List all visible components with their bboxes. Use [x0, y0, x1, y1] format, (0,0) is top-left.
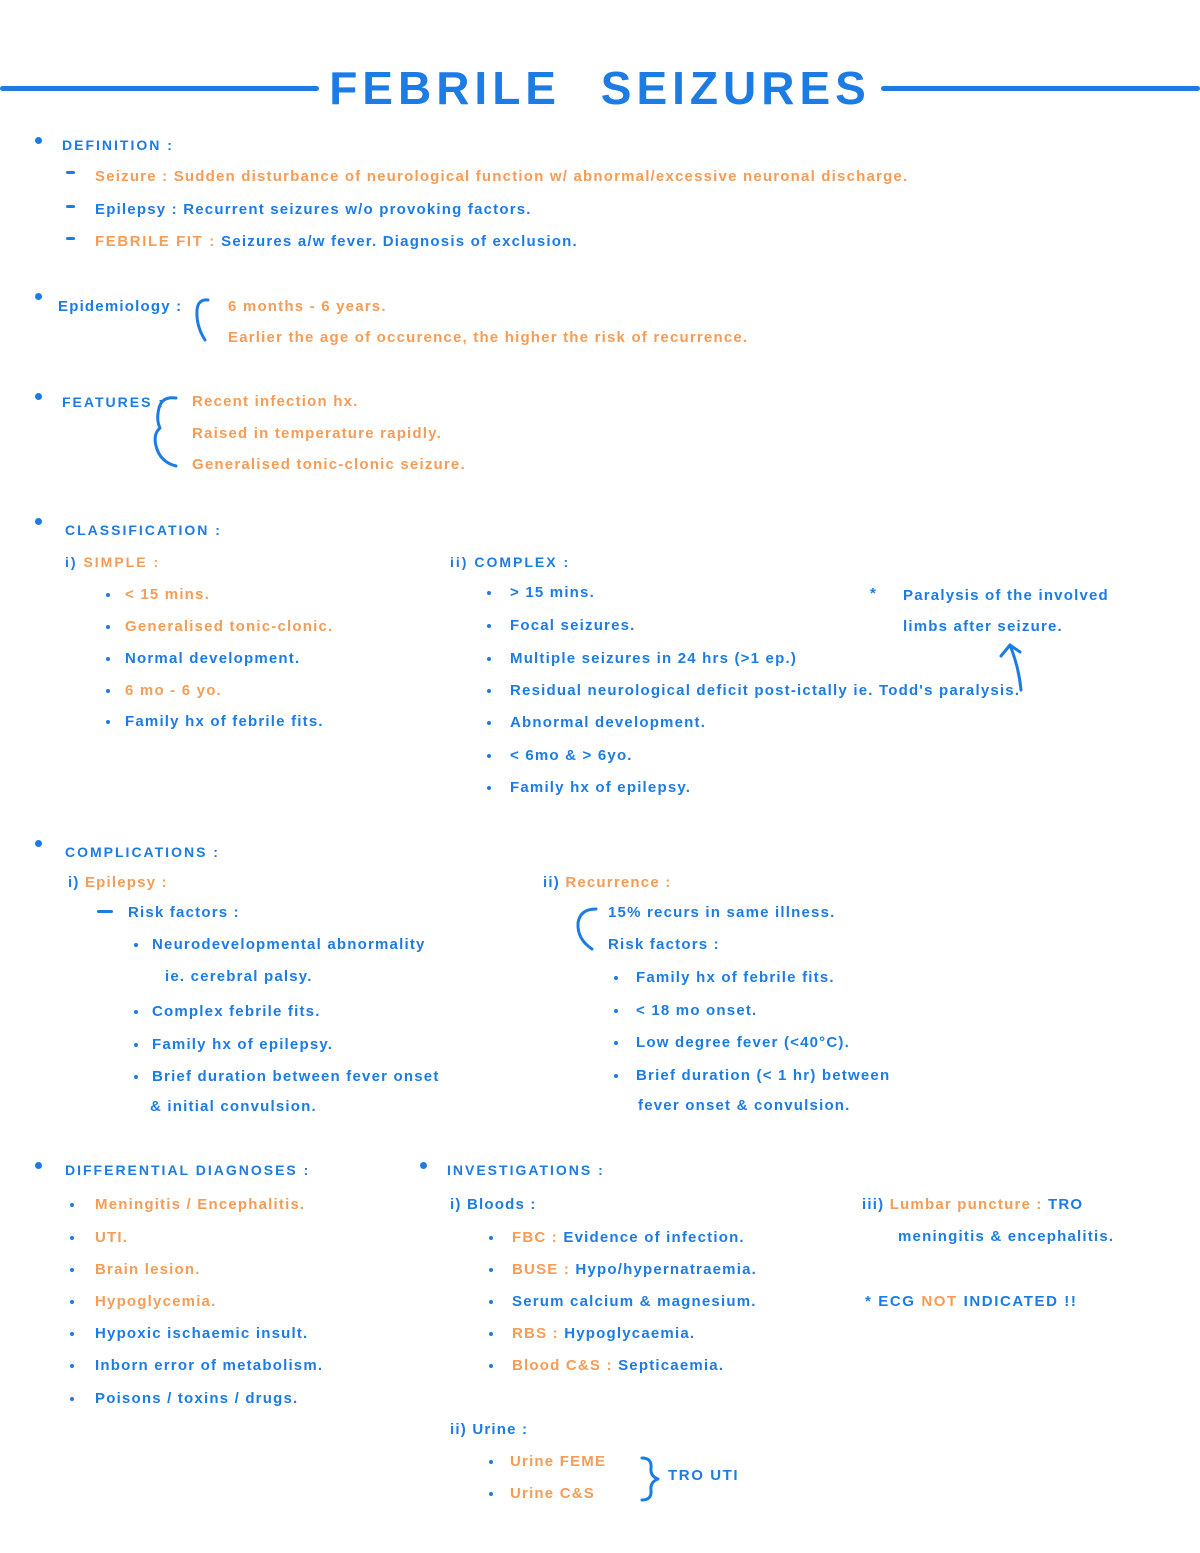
definition-heading: DEFINITION :: [62, 137, 174, 153]
differential-heading: DIFFERENTIAL DIAGNOSES :: [65, 1162, 311, 1178]
list-bullet: [106, 689, 110, 693]
ecg-note: [865, 1292, 1077, 1312]
epilepsy-risk-item: Neurodevelopmental abnormality: [152, 936, 426, 953]
recurrence-rate: 15% recurs in same illness.: [608, 904, 836, 921]
epilepsy-risk-item-continued: ie. cerebral palsy.: [165, 968, 313, 985]
note-marker: *: [865, 1293, 873, 1310]
differential-item: Poisons / toxins / drugs.: [95, 1390, 299, 1407]
list-bullet: [614, 1041, 618, 1045]
list-bullet: [70, 1364, 74, 1368]
subsection-title: SIMPLE :: [83, 554, 161, 570]
bloods-heading: [450, 1195, 537, 1215]
page-title: FEBRILE SEIZURES: [329, 62, 871, 114]
test-purpose: Evidence of infection.: [563, 1229, 745, 1246]
recurrence-risk-item: Low degree fever (<40°C).: [636, 1034, 850, 1051]
list-bullet: [106, 657, 110, 661]
subsection-number: i): [450, 1196, 462, 1213]
bloods-item: [512, 1260, 757, 1280]
section-bullet: [35, 293, 42, 300]
subsection-number: i): [65, 554, 78, 570]
list-bullet: [70, 1300, 74, 1304]
todd-note-line: Paralysis of the involved: [903, 587, 1109, 604]
feature-item: Raised in temperature rapidly.: [192, 425, 442, 442]
section-bullet: [35, 1162, 42, 1169]
test-purpose: Hypoglycaemia.: [564, 1325, 696, 1342]
epidemiology-recurrence-risk: Earlier the age of occurence, the higher the risk of recurrence.: [228, 329, 749, 346]
risk-factors-heading: Risk factors :: [608, 936, 720, 953]
epilepsy-risk-item: Complex febrile fits.: [152, 1003, 321, 1020]
list-bullet: [487, 786, 491, 790]
term-label: Epilepsy :: [95, 201, 178, 218]
term-text: Seizures a/w fever. Diagnosis of exclusion.: [221, 233, 578, 250]
epilepsy-risk-item: Family hx of epilepsy.: [152, 1036, 334, 1053]
title-bar: [0, 58, 1200, 118]
brace-icon: [190, 296, 212, 346]
list-dash: [66, 237, 75, 240]
lumbar-puncture-purpose-continued: meningitis & encephalitis.: [898, 1228, 1115, 1245]
differential-item: Brain lesion.: [95, 1261, 201, 1278]
recurrence-risk-item: Brief duration (< 1 hr) between: [636, 1067, 891, 1084]
test-purpose: Hypo/hypernatraemia.: [575, 1261, 757, 1278]
todd-note-line: limbs after seizure.: [903, 618, 1063, 635]
complex-item: Focal seizures.: [510, 617, 636, 634]
complications-heading: COMPLICATIONS :: [65, 844, 220, 860]
simple-item: Normal development.: [125, 650, 301, 667]
bloods-item: [512, 1324, 695, 1344]
simple-heading: [65, 552, 160, 572]
test-label: RBS :: [512, 1325, 559, 1342]
epilepsy-risk-item: Brief duration between fever onset: [152, 1068, 440, 1085]
list-bullet: [134, 943, 138, 947]
list-bullet: [106, 593, 110, 597]
definition-seizure: [95, 167, 908, 187]
definition-febrile-fit: [95, 232, 578, 252]
list-bullet: [489, 1460, 493, 1464]
test-label: Blood C&S :: [512, 1357, 613, 1374]
term-label: Seizure :: [95, 168, 169, 185]
list-bullet: [70, 1203, 74, 1207]
list-bullet: [489, 1236, 493, 1240]
list-bullet: [70, 1397, 74, 1401]
recurrence-risk-item: Family hx of febrile fits.: [636, 969, 835, 986]
epilepsy-risk-item-continued: & initial convulsion.: [150, 1098, 317, 1115]
ecg-label: ECG: [878, 1293, 916, 1310]
epidemiology-age-range: 6 months - 6 years.: [228, 298, 387, 315]
list-bullet: [489, 1332, 493, 1336]
complex-item: Family hx of epilepsy.: [510, 779, 692, 796]
test-label: BUSE :: [512, 1261, 571, 1278]
section-bullet: [420, 1162, 427, 1169]
recurrence-risk-item: < 18 mo onset.: [636, 1002, 758, 1019]
brace-icon: [570, 903, 600, 958]
subsection-title: Lumbar puncture :: [889, 1196, 1043, 1213]
differential-item: Inborn error of metabolism.: [95, 1357, 324, 1374]
brace-icon: [148, 392, 182, 472]
complex-item: Abnormal development.: [510, 714, 707, 731]
complex-item: Residual neurological deficit post-ictally ie. Todd's paralysis.: [510, 682, 1021, 699]
list-bullet: [487, 721, 491, 725]
bloods-item: [512, 1228, 745, 1248]
list-bullet: [70, 1236, 74, 1240]
subsection-title: Epilepsy :: [84, 874, 168, 891]
subsection-title: Urine :: [472, 1421, 529, 1438]
bloods-item: Serum calcium & magnesium.: [512, 1293, 757, 1310]
list-bullet: [134, 1010, 138, 1014]
subsection-number: ii): [450, 554, 469, 570]
differential-item: UTI.: [95, 1229, 129, 1246]
term-text: Recurrent seizures w/o provoking factors.: [183, 201, 532, 218]
list-bullet: [487, 591, 491, 595]
test-purpose: Septicaemia.: [618, 1357, 725, 1374]
features-heading: FEATURES :: [62, 394, 165, 410]
subsection-number: ii): [543, 874, 560, 891]
ecg-status: INDICATED !!: [963, 1293, 1078, 1310]
list-bullet: [70, 1268, 74, 1272]
term-text: Sudden disturbance of neurological function w/ abnormal/excessive neuronal discharge.: [173, 168, 909, 185]
section-bullet: [35, 518, 42, 525]
list-bullet: [487, 657, 491, 661]
lumbar-puncture-heading: [862, 1195, 1083, 1215]
simple-item: Family hx of febrile fits.: [125, 713, 324, 730]
term-label: FEBRILE FIT :: [95, 233, 216, 250]
feature-item: Generalised tonic-clonic seizure.: [192, 456, 466, 473]
recurrence-risk-item-continued: fever onset & convulsion.: [638, 1097, 851, 1114]
recurrence-heading: [543, 873, 671, 893]
lumbar-puncture-purpose: TRO: [1047, 1196, 1084, 1213]
complex-item: > 15 mins.: [510, 584, 595, 601]
list-bullet: [489, 1300, 493, 1304]
simple-item: 6 mo - 6 yo.: [125, 682, 222, 699]
complex-item: < 6mo & > 6yo.: [510, 747, 633, 764]
list-bullet: [489, 1268, 493, 1272]
complex-item: Multiple seizures in 24 hrs (>1 ep.): [510, 650, 798, 667]
list-bullet: [487, 624, 491, 628]
list-bullet: [106, 720, 110, 724]
list-bullet: [487, 689, 491, 693]
list-bullet: [489, 1492, 493, 1496]
risk-factors-heading: Risk factors :: [128, 904, 240, 921]
differential-item: Hypoglycemia.: [95, 1293, 217, 1310]
list-dash: [97, 910, 113, 913]
urine-conclusion: TRO UTI: [668, 1467, 740, 1484]
classification-heading: CLASSIFICATION :: [65, 522, 222, 538]
differential-item: Hypoxic ischaemic insult.: [95, 1325, 309, 1342]
list-bullet: [614, 1074, 618, 1078]
subsection-number: ii): [450, 1421, 467, 1438]
title-rule-left: [0, 86, 319, 91]
urine-item: Urine C&S: [510, 1485, 595, 1502]
investigations-heading: INVESTIGATIONS :: [447, 1162, 605, 1178]
list-bullet: [614, 976, 618, 980]
list-bullet: [106, 625, 110, 629]
subsection-number: iii): [862, 1196, 885, 1213]
ecg-emphasis: NOT: [921, 1293, 958, 1310]
simple-item: Generalised tonic-clonic.: [125, 618, 334, 635]
definition-epilepsy: [95, 200, 532, 220]
list-bullet: [134, 1043, 138, 1047]
section-bullet: [35, 840, 42, 847]
list-dash: [66, 205, 75, 208]
subsection-title: Recurrence :: [565, 874, 672, 891]
differential-item: Meningitis / Encephalitis.: [95, 1196, 306, 1213]
brace-icon: [638, 1454, 662, 1504]
subsection-title: COMPLEX :: [474, 554, 571, 570]
epilepsy-heading: [68, 873, 168, 893]
epidemiology-heading: Epidemiology :: [58, 298, 183, 315]
title-rule-right: [881, 86, 1200, 91]
feature-item: Recent infection hx.: [192, 393, 359, 410]
test-label: FBC :: [512, 1229, 558, 1246]
list-bullet: [489, 1364, 493, 1368]
section-bullet: [35, 137, 42, 144]
subsection-number: i): [68, 874, 80, 891]
list-bullet: [70, 1332, 74, 1336]
bloods-item: [512, 1356, 724, 1376]
subsection-title: Bloods :: [466, 1196, 537, 1213]
urine-item: Urine FEME: [510, 1453, 607, 1470]
simple-item: < 15 mins.: [125, 586, 210, 603]
list-bullet: [487, 754, 491, 758]
list-bullet: [614, 1009, 618, 1013]
urine-heading: [450, 1420, 528, 1440]
complex-heading: [450, 552, 570, 572]
arrow-icon: [995, 638, 1031, 696]
list-bullet: [134, 1075, 138, 1079]
list-dash: [66, 171, 75, 174]
section-bullet: [35, 393, 42, 400]
note-marker: *: [870, 585, 878, 602]
